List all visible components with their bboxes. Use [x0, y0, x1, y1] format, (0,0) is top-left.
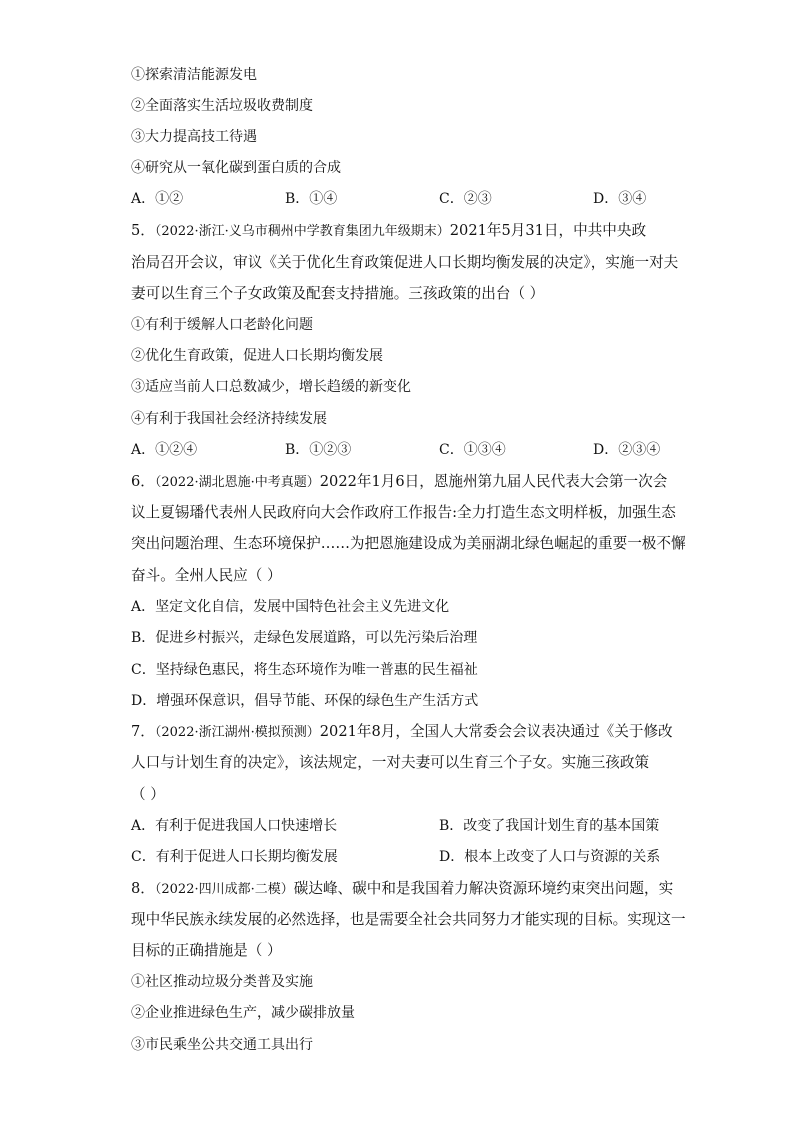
q4-option-d: D．③④: [593, 191, 647, 207]
q5-number: 5．: [131, 222, 155, 239]
q7-option-b: B．改变了我国计划生育的基本国策: [439, 818, 660, 834]
q4-option-a: A．①②: [131, 191, 184, 207]
q5-stem-line-1: [131, 221, 646, 242]
q6-stem-line-1: [131, 472, 667, 493]
q7-option-a: A．有利于促进我国人口快速增长: [131, 818, 338, 834]
q7-stem-text-1: 2021年8月，全国人大常委会会议表决通过《关于修改: [319, 723, 673, 740]
q5-stem-line-3: 妻可以生育三个子女政策及配套支持措施。三孩政策的出台（ ）: [131, 285, 545, 302]
q5-item-2: ②优化生育政策，促进人口长期均衡发展: [131, 348, 383, 364]
q8-stem-line-3: 目标的正确措施是（ ）: [131, 942, 282, 959]
q7-source: （2022·浙江湖州·模拟预测）: [154, 725, 320, 740]
q4-item-2: ②全面落实生活垃圾收费制度: [131, 98, 313, 114]
q4-item-1: ①探索清洁能源发电: [131, 67, 257, 83]
q4-option-c: C．②③: [439, 191, 492, 207]
q6-stem-text-1: 2022年1月6日，恩施州第九届人民代表大会第一次会: [319, 473, 668, 490]
q8-item-1: ①社区推动垃圾分类普及实施: [131, 974, 313, 990]
q5-source: （2022·浙江·义乌市稠州中学教育集团九年级期末）: [154, 224, 450, 239]
q6-source: （2022·湖北恩施·中考真题）: [154, 475, 320, 490]
q8-item-3: ③市民乘坐公共交通工具出行: [131, 1037, 313, 1053]
q4-item-3: ③大力提高技工待遇: [131, 129, 257, 145]
q5-stem-text-1: 2021年5月31日，中共中央政: [449, 222, 647, 239]
q6-stem-line-3: 突出问题治理、生态环境保护……为把恩施建设成为美丽湖北绿色崛起的重要一极不懈: [131, 535, 686, 552]
q8-stem-line-1: [131, 879, 673, 900]
q6-stem-line-4: 奋斗。全州人民应（ ）: [131, 567, 282, 584]
q6-option-a: A．坚定文化自信，发展中国特色社会主义先进文化: [131, 599, 450, 615]
q5-item-1: ①有利于缓解人口老龄化问题: [131, 317, 313, 333]
q4-item-4: ④研究从一氧化碳到蛋白质的合成: [131, 160, 341, 176]
q5-option-d: D．②③④: [593, 442, 661, 458]
q6-number: 6．: [131, 473, 155, 490]
q5-option-c: C．①③④: [439, 442, 506, 458]
q8-stem-line-2: 现中华民族永续发展的必然选择，也是需要全社会共同努力才能实现的目标。实现这一: [131, 911, 686, 928]
q7-option-c: C．有利于促进人口长期均衡发展: [131, 849, 338, 865]
q7-stem-line-2: 人口与计划生育的决定》，该法规定，一对夫妻可以生育三个子女。实施三孩政策: [131, 754, 650, 771]
q5-option-b: B．①②③: [285, 442, 352, 458]
q5-option-a: A．①②④: [131, 442, 198, 458]
q7-number: 7．: [131, 723, 155, 740]
q8-number: 8．: [131, 880, 155, 897]
q8-item-2: ②企业推进绿色生产，减少碳排放量: [131, 1005, 355, 1021]
q7-option-d: D．根本上改变了人口与资源的关系: [439, 849, 661, 865]
q6-stem-line-2: 议上夏锡璠代表州人民政府向大会作政府工作报告:全力打造生态文明样板，加强生态: [131, 504, 676, 521]
q5-stem-line-2: 治局召开会议，审议《关于优化生育政策促进人口长期均衡发展的决定》，实施一对夫: [131, 254, 679, 271]
q5-item-3: ③适应当前人口总数减少，增长趋缓的新变化: [131, 379, 411, 395]
q7-stem-line-3: （ ）: [131, 786, 165, 803]
q8-source: （2022·四川成都·二模）: [154, 882, 294, 897]
q5-item-4: ④有利于我国社会经济持续发展: [131, 411, 327, 427]
q6-option-d: D．增强环保意识，倡导节能、环保的绿色生产生活方式: [131, 693, 479, 709]
q6-option-c: C．坚持绿色惠民，将生态环境作为唯一普惠的民生福祉: [131, 662, 478, 678]
q6-option-b: B．促进乡村振兴，走绿色发展道路，可以先污染后治理: [131, 630, 478, 646]
q4-option-b: B．①④: [285, 191, 338, 207]
q8-stem-text-1: 碳达峰、碳中和是我国着力解决资源环境约束突出问题，实: [293, 880, 674, 897]
q7-stem-line-1: [131, 722, 673, 743]
